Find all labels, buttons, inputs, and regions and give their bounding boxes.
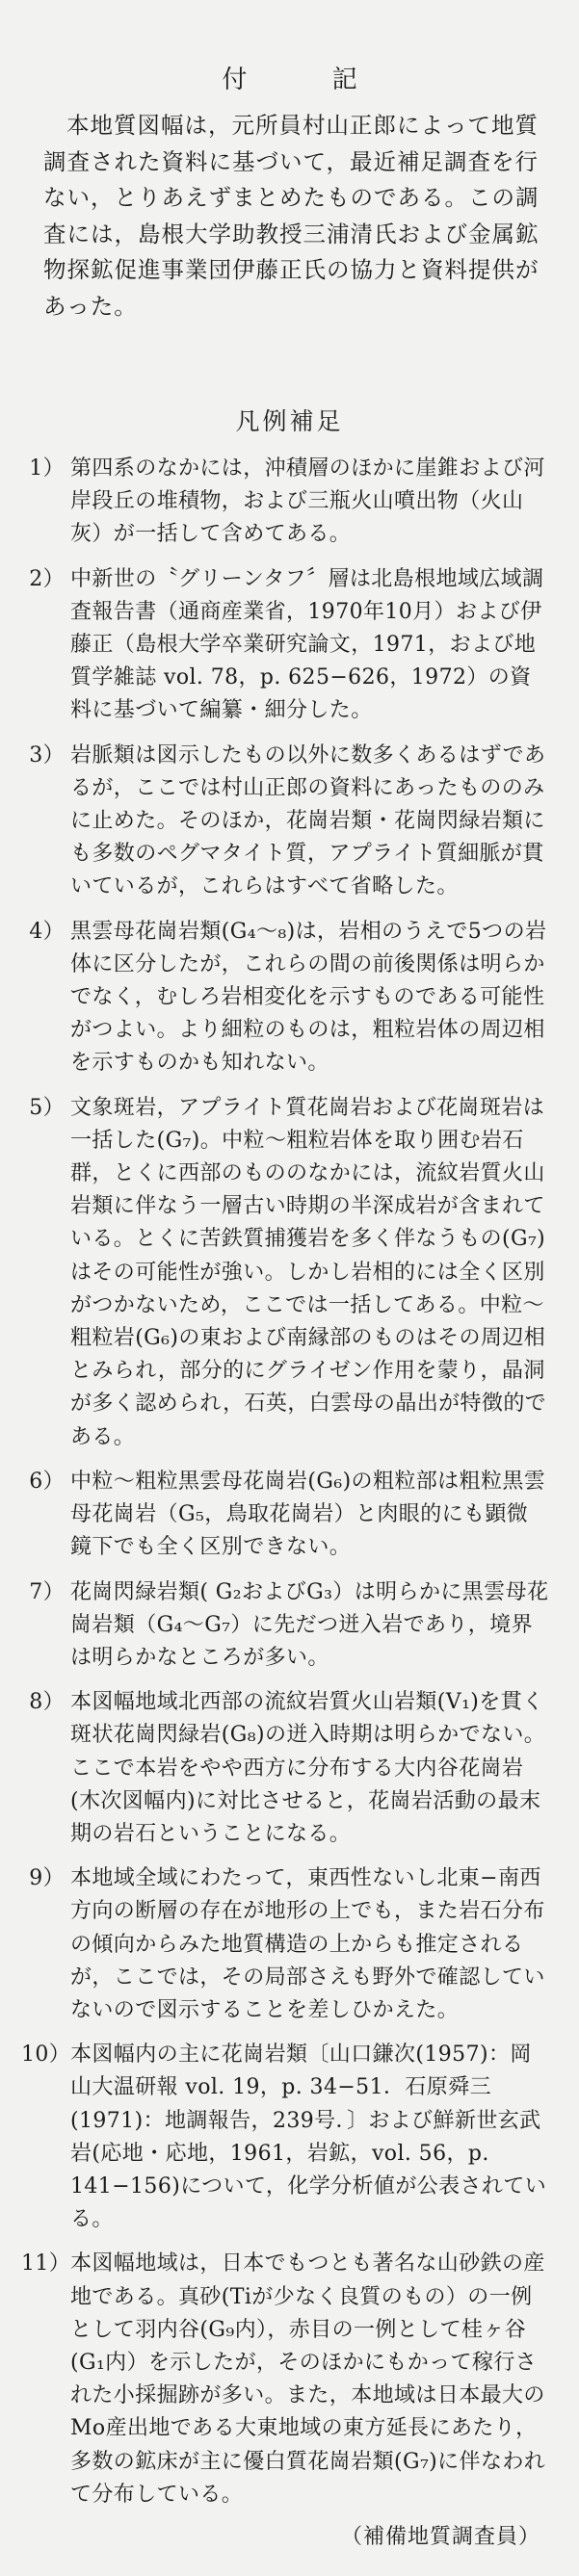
page-title: 付 記 bbox=[222, 65, 396, 94]
note-text: 本図幅地域北西部の流紋岩質火山岩類(V₁)を貫く斑状花崗閃緑岩(G₈)の迸入時期は明らかでない。ここで本岩をやや西方に分布する大内谷花崗岩(木次図幅内)に対比させると，花崗岩活動の最末期の岩石ということになる。 bbox=[70, 1690, 546, 1846]
note-number: 4） bbox=[29, 919, 65, 944]
note-text: 中粒〜粗粒黒雲母花崗岩(G₆)の粗粒部は粗粒黒雲母花崗岩（G₅，鳥取花崗岩）と肉眼的にも顕微鏡下でも全く区別できない。 bbox=[70, 1469, 546, 1560]
note-number: 10） bbox=[21, 2043, 71, 2068]
note-number: 11） bbox=[21, 2251, 71, 2277]
legend-note bbox=[21, 453, 549, 552]
legend-note bbox=[21, 563, 549, 728]
legend-note bbox=[21, 916, 549, 1080]
legend-note bbox=[21, 2039, 549, 2236]
note-text: 第四系のなかには，沖積層のほかに崖錐および河岸段丘の堆積物，および三瓶火山噴出物（火山灰）が一括して含めてある。 bbox=[70, 456, 545, 547]
note-number: 2） bbox=[29, 566, 65, 591]
note-text: 本地域全域にわたって，東西性ないし北東−南西方向の断層の存在が地形の上でも，また岩石分布の傾向からみた地質構造の上からも推定されるが，ここでは，その局部さえも野外で確認していないので図示することを差しひかえた。 bbox=[70, 1866, 545, 2022]
note-number: 7） bbox=[29, 1579, 65, 1604]
legend-note bbox=[21, 1092, 549, 1454]
legend-note bbox=[21, 740, 549, 904]
note-text: 花崗閃緑岩類( G₂およびG₃）は明らかに黒雲母花崗岩類（G₄〜G₇）に先だつ迸入岩であり，境界は明らかなところが多い。 bbox=[70, 1579, 549, 1670]
legend-note bbox=[21, 2248, 549, 2511]
note-number: 5） bbox=[29, 1095, 65, 1120]
legend-notes-list bbox=[21, 453, 549, 2523]
note-number: 3） bbox=[29, 742, 65, 768]
note-number: 9） bbox=[29, 1866, 65, 1891]
section-heading: 凡例補足 bbox=[235, 407, 344, 435]
note-text: 本図幅地域は，日本でもつとも著名な山砂鉄の産地である。真砂(Tiが少なく良質のもの）の一例として羽内谷(G₉内），赤目の一例として桂ヶ谷(G₁内）を示したが，そのほかにもかって稼行された小採掘跡が多い。また，本地域は日本最大のMo産出地である大東地域の東方延長にあたり，多数の鉱床が主に優白質花崗岩類(G₇)に伴なわれて分布している。 bbox=[70, 2251, 546, 2507]
signature: （補備地質調査員） bbox=[340, 2525, 540, 2549]
note-number: 1） bbox=[29, 456, 65, 481]
legend-note bbox=[21, 1686, 549, 1851]
note-number: 6） bbox=[29, 1469, 65, 1494]
legend-note bbox=[21, 1862, 549, 2027]
note-text: 岩脈類は図示したもの以外に数多くあるはずであるが，ここでは村山正郎の資料にあったもののみに止めた。そのほか，花崗岩類・花崗閃緑岩類にも多数のペグマタイト質，アプライト質細脈が貫いているが，これらはすべて省略した。 bbox=[70, 742, 546, 899]
note-number: 8） bbox=[29, 1690, 65, 1715]
legend-note bbox=[21, 1466, 549, 1565]
note-text: 中新世の〝グリーンタフ〞層は北島根地域広域調査報告書（通商産業省，1970年10月）および伊藤正（島根大学卒業研究論文，1971，および地質学雑誌 vol. 78，p. 625−626，1972）の資料に基づいて編纂・細分した。 bbox=[70, 566, 544, 723]
intro-paragraph: 本地質図幅は，元所員村山正郎によって地質調査された資料に基づいて，最近補足調査を行ない，とりあえずまとめたものである。この調査には，島根大学助教授三浦清氏および金属鉱物探鉱促進事業団伊藤正氏の協力と資料提供があった。 bbox=[43, 112, 540, 320]
note-text: 本図幅内の主に花崗岩類〔山口鎌次(1957)：岡山大温研報 vol. 19，p. 34−51．石原舜三(1971)：地調報告，239号．〕および鮮新世玄武岩(応地・応地，1961，岩鉱，vol. 56，p. 141−156)について，化学分析値が公表されている。 bbox=[70, 2043, 547, 2232]
legend-note bbox=[21, 1576, 549, 1676]
note-text: 黒雲母花崗岩類(G₄〜₈)は，岩相のうえで5つの岩体に区分したが，これらの間の前後関係は明らかでなく，むしろ岩相変化を示すものである可能性がつよい。より細粒のものは，粗粒岩体の周辺相を示すものかも知れない。 bbox=[70, 919, 547, 1076]
note-text: 文象斑岩，アプライト質花崗岩および花崗斑岩は一括した(G₇)。中粒〜粗粒岩体を取り囲む岩石群，とくに西部のもののなかには，流紋岩質火山岩類に伴なう一層古い時期の半深成岩が含まれている。とくに苦鉄質捕獲岩を多く伴なうもの(G₇)はその可能性が強い。しかし岩相的には全く区別がつかないため，ここでは一括してある。中粒〜粗粒岩(G₆)の東および南縁部のものはその周辺相とみられ，部分的にグライゼン作用を蒙り，晶洞が多く認められ，石英，白雲母の晶出が特徴的である。 bbox=[70, 1095, 547, 1449]
